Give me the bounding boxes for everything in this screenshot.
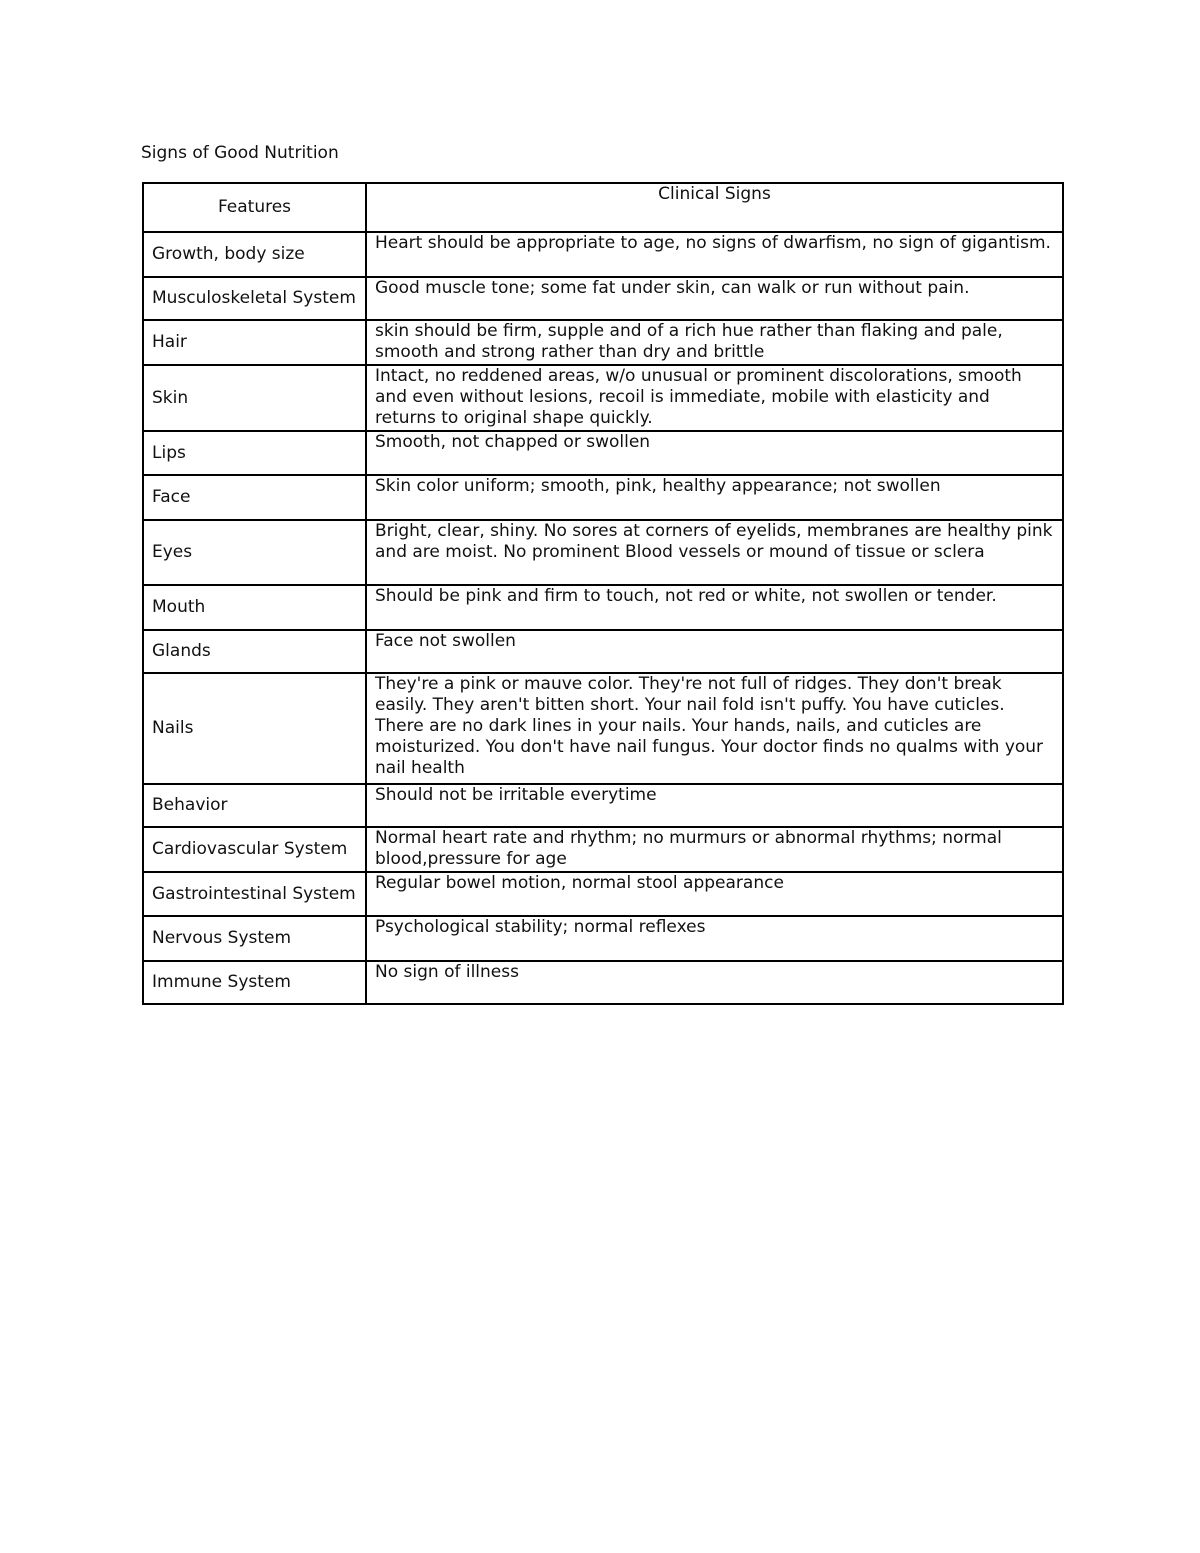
column-header-features: Features	[143, 183, 366, 232]
table-row	[143, 673, 1063, 784]
nutrition-signs-table	[142, 182, 1064, 1005]
feature-cell: Nervous System	[143, 916, 366, 961]
clinical-signs-cell: No sign of illness	[366, 961, 1063, 1004]
clinical-signs-cell: Face not swollen	[366, 630, 1063, 673]
feature-cell: Gastrointestinal System	[143, 872, 366, 916]
clinical-signs-cell: Good muscle tone; some fat under skin, can walk or run without pain.	[366, 277, 1063, 320]
clinical-signs-cell: Psychological stability; normal reflexes	[366, 916, 1063, 961]
feature-cell: Hair	[143, 320, 366, 365]
document-title: Signs of Good Nutrition	[141, 143, 339, 163]
table-row	[143, 520, 1063, 585]
table-row	[143, 277, 1063, 320]
table-row	[143, 827, 1063, 872]
clinical-signs-cell: Normal heart rate and rhythm; no murmurs or abnormal rhythms; normal blood,pressure for age	[366, 827, 1063, 872]
column-header-clinical-signs: Clinical Signs	[366, 183, 1063, 232]
feature-cell: Musculoskeletal System	[143, 277, 366, 320]
table-row	[143, 232, 1063, 277]
table-row	[143, 365, 1063, 431]
table-row	[143, 784, 1063, 827]
table-row	[143, 475, 1063, 520]
table-row	[143, 585, 1063, 630]
feature-cell: Nails	[143, 673, 366, 784]
clinical-signs-cell: Heart should be appropriate to age, no signs of dwarfism, no sign of gigantism.	[366, 232, 1063, 277]
clinical-signs-cell: Should not be irritable everytime	[366, 784, 1063, 827]
table-row	[143, 630, 1063, 673]
clinical-signs-cell: They're a pink or mauve color. They're not full of ridges. They don't break easily. They aren't bitten short. Your nail fold isn't puffy. You have cuticles. There are no dark lines in your nails. Your hands, nails, and cuticles are moisturized. You don't have nail fungus. Your doctor finds no qualms with your nail health	[366, 673, 1063, 784]
clinical-signs-cell: Intact, no reddened areas, w/o unusual or prominent discolorations, smooth and even without lesions, recoil is immediate, mobile with elasticity and returns to original shape quickly.	[366, 365, 1063, 431]
clinical-signs-cell: Should be pink and firm to touch, not red or white, not swollen or tender.	[366, 585, 1063, 630]
clinical-signs-cell: Regular bowel motion, normal stool appearance	[366, 872, 1063, 916]
feature-cell: Skin	[143, 365, 366, 431]
table-row	[143, 431, 1063, 475]
feature-cell: Lips	[143, 431, 366, 475]
feature-cell: Behavior	[143, 784, 366, 827]
clinical-signs-cell: skin should be firm, supple and of a rich hue rather than flaking and pale, smooth and strong rather than dry and brittle	[366, 320, 1063, 365]
table-row	[143, 320, 1063, 365]
clinical-signs-cell: Smooth, not chapped or swollen	[366, 431, 1063, 475]
feature-cell: Growth, body size	[143, 232, 366, 277]
feature-cell: Mouth	[143, 585, 366, 630]
feature-cell: Cardiovascular System	[143, 827, 366, 872]
table-row	[143, 872, 1063, 916]
table-row	[143, 916, 1063, 961]
feature-cell: Glands	[143, 630, 366, 673]
clinical-signs-cell: Skin color uniform; smooth, pink, healthy appearance; not swollen	[366, 475, 1063, 520]
table-header-row	[143, 183, 1063, 232]
feature-cell: Immune System	[143, 961, 366, 1004]
feature-cell: Eyes	[143, 520, 366, 585]
feature-cell: Face	[143, 475, 366, 520]
table-row	[143, 961, 1063, 1004]
clinical-signs-cell: Bright, clear, shiny. No sores at corners of eyelids, membranes are healthy pink and are moist. No prominent Blood vessels or mound of tissue or sclera	[366, 520, 1063, 585]
